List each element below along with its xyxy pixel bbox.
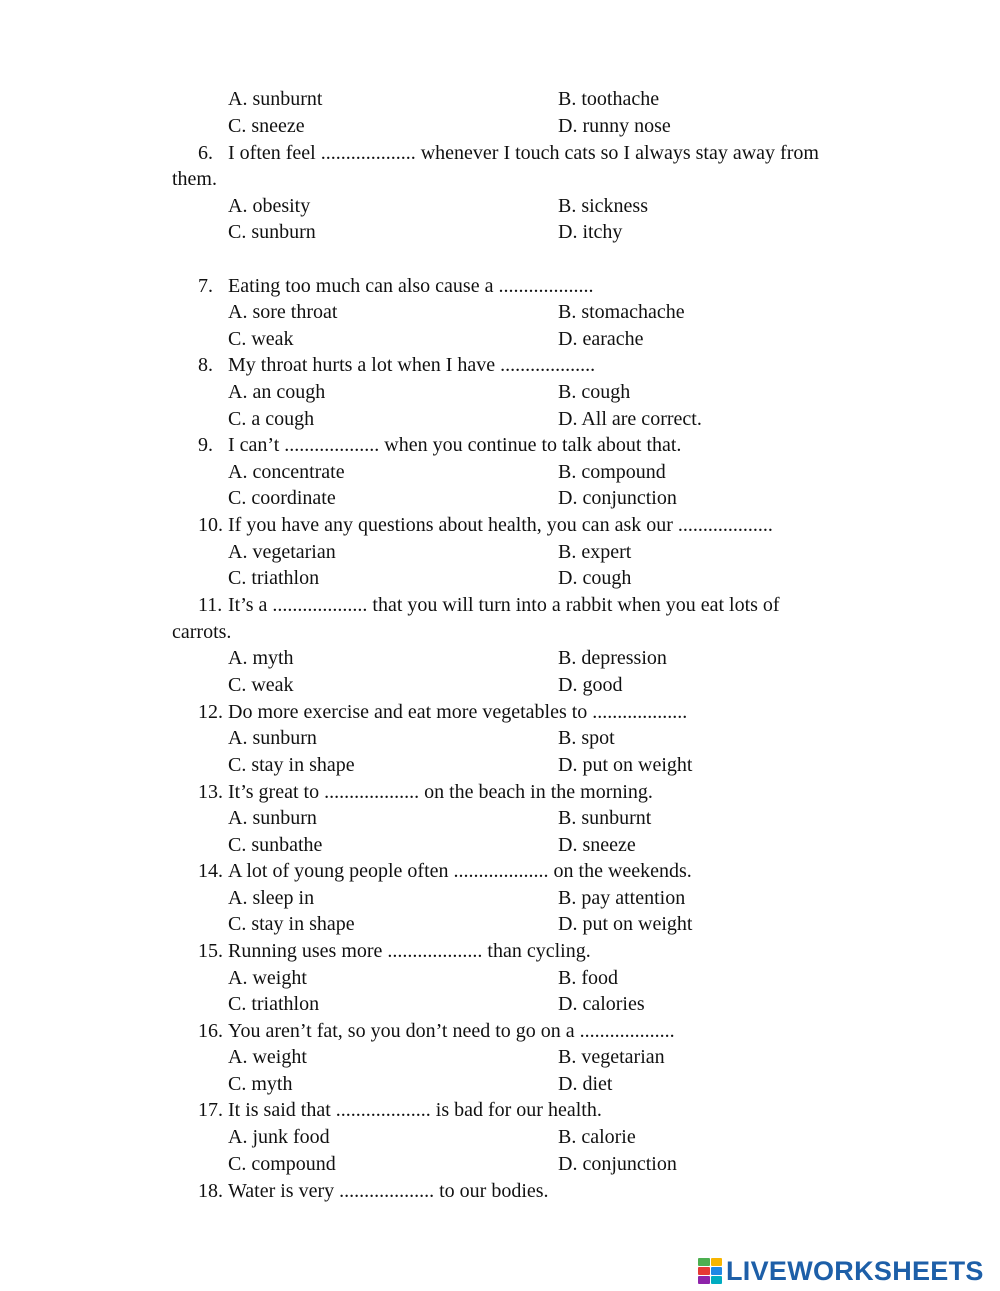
option-c[interactable]: C. triathlon	[228, 567, 320, 589]
question-number: 14.	[198, 860, 223, 882]
logo-text: LIVEWORKSHEETS	[726, 1255, 984, 1286]
option-d[interactable]: D. put on weight	[558, 754, 693, 776]
question-number: 11.	[198, 594, 223, 616]
question-text: It is said that ................... is bad for our health.	[228, 1099, 602, 1121]
question-number: 12.	[198, 701, 223, 723]
option-d[interactable]: D. calories	[558, 993, 645, 1015]
option-c[interactable]: C. stay in shape	[228, 754, 355, 776]
option-a[interactable]: A. sunburnt	[228, 88, 323, 110]
option-d[interactable]: D. conjunction	[558, 1153, 677, 1175]
option-c[interactable]: C. a cough	[228, 408, 315, 430]
option-b[interactable]: B. vegetarian	[558, 1046, 665, 1068]
option-c[interactable]: C. sunburn	[228, 221, 316, 243]
question-text-cont: carrots.	[172, 621, 232, 643]
option-d[interactable]: D. sneeze	[558, 834, 636, 856]
option-a[interactable]: A. vegetarian	[228, 541, 336, 563]
option-b[interactable]: B. stomachache	[558, 301, 685, 323]
option-b[interactable]: B. calorie	[558, 1126, 636, 1148]
option-d[interactable]: D. diet	[558, 1073, 613, 1095]
option-c[interactable]: C. weak	[228, 328, 294, 350]
option-d[interactable]: D. good	[558, 674, 623, 696]
option-b[interactable]: B. depression	[558, 647, 667, 669]
question-number: 7.	[198, 275, 213, 297]
option-b[interactable]: B. spot	[558, 727, 615, 749]
option-c[interactable]: C. compound	[228, 1153, 336, 1175]
option-a[interactable]: A. sunburn	[228, 807, 317, 829]
question-text: I can’t ................... when you continue to talk about that.	[228, 434, 682, 456]
option-b[interactable]: B. food	[558, 967, 618, 989]
option-d[interactable]: D. conjunction	[558, 487, 677, 509]
option-a[interactable]: A. weight	[228, 1046, 307, 1068]
option-c[interactable]: C. sunbathe	[228, 834, 323, 856]
question-text: Water is very ................... to our bodies.	[228, 1180, 549, 1202]
option-a[interactable]: A. concentrate	[228, 461, 345, 483]
option-d[interactable]: D. runny nose	[558, 115, 671, 137]
option-a[interactable]: A. weight	[228, 967, 307, 989]
option-c[interactable]: C. myth	[228, 1073, 293, 1095]
question-number: 16.	[198, 1020, 223, 1042]
option-c[interactable]: C. triathlon	[228, 993, 320, 1015]
question-number: 13.	[198, 781, 223, 803]
option-b[interactable]: B. sickness	[558, 195, 648, 217]
option-a[interactable]: A. sunburn	[228, 727, 317, 749]
option-c[interactable]: C. weak	[228, 674, 294, 696]
question-text: Do more exercise and eat more vegetables to ...................	[228, 701, 688, 723]
question-number: 18.	[198, 1180, 223, 1202]
option-a[interactable]: A. an cough	[228, 381, 326, 403]
question-number: 6.	[198, 142, 213, 164]
question-text: My throat hurts a lot when I have ...................	[228, 354, 596, 376]
question-text-cont: them.	[172, 168, 217, 190]
question-text: Running uses more ................... than cycling.	[228, 940, 591, 962]
option-d[interactable]: D. earache	[558, 328, 644, 350]
option-a[interactable]: A. sleep in	[228, 887, 315, 909]
option-d[interactable]: D. All are correct.	[558, 408, 702, 430]
question-number: 17.	[198, 1099, 223, 1121]
option-b[interactable]: B. compound	[558, 461, 666, 483]
question-number: 15.	[198, 940, 223, 962]
logo-blocks-icon	[698, 1258, 722, 1284]
option-c[interactable]: C. coordinate	[228, 487, 336, 509]
option-b[interactable]: B. expert	[558, 541, 632, 563]
option-a[interactable]: A. obesity	[228, 195, 311, 217]
option-a[interactable]: A. sore throat	[228, 301, 338, 323]
question-text: It’s great to ................... on the beach in the morning.	[228, 781, 653, 803]
question-number: 9.	[198, 434, 213, 456]
option-c[interactable]: C. sneeze	[228, 115, 305, 137]
option-d[interactable]: D. put on weight	[558, 913, 693, 935]
question-text: Eating too much can also cause a ...................	[228, 275, 594, 297]
option-a[interactable]: A. myth	[228, 647, 294, 669]
option-d[interactable]: D. itchy	[558, 221, 623, 243]
option-b[interactable]: B. pay attention	[558, 887, 686, 909]
liveworksheets-logo	[698, 1255, 984, 1287]
option-b[interactable]: B. toothache	[558, 88, 660, 110]
question-number: 8.	[198, 354, 213, 376]
option-a[interactable]: A. junk food	[228, 1126, 330, 1148]
option-d[interactable]: D. cough	[558, 567, 632, 589]
question-text: You aren’t fat, so you don’t need to go on a ...................	[228, 1020, 675, 1042]
question-number: 10.	[198, 514, 223, 536]
question-text: A lot of young people often ................... on the weekends.	[228, 860, 692, 882]
option-b[interactable]: B. sunburnt	[558, 807, 652, 829]
option-c[interactable]: C. stay in shape	[228, 913, 355, 935]
question-text: It’s a ................... that you will turn into a rabbit when you eat lots of	[228, 594, 780, 616]
question-text: If you have any questions about health, you can ask our ...................	[228, 514, 773, 536]
question-text: I often feel ................... whenever I touch cats so I always stay away from	[228, 142, 819, 164]
option-b[interactable]: B. cough	[558, 381, 631, 403]
